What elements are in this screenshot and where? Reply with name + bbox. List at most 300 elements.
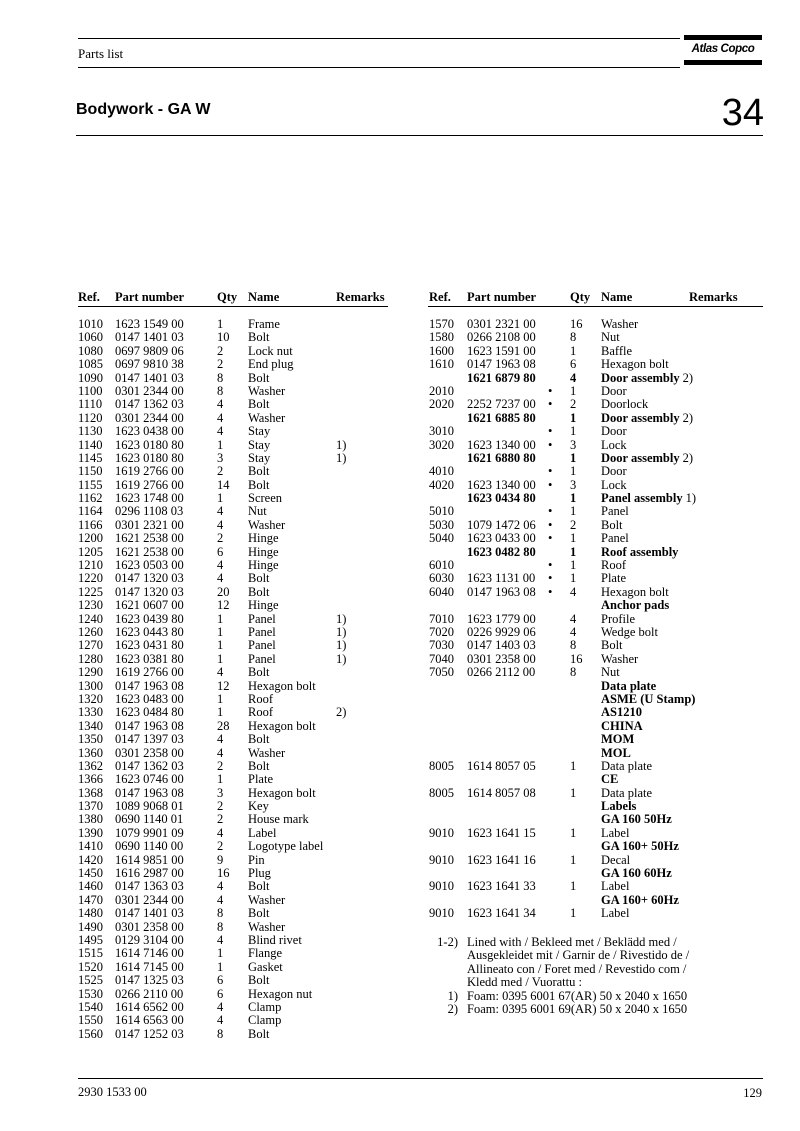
part-number-cell: 1621 2538 00 (115, 544, 184, 559)
table-row (0, 854, 800, 867)
right-header-rule (428, 306, 763, 307)
part-number-cell: 1089 9068 01 (115, 799, 184, 814)
subassembly-marker: • (548, 383, 553, 398)
qty-cell: 1 (570, 879, 577, 894)
ref-cell: 1220 (78, 571, 103, 586)
footnote-line: Allineato con / Foret med / Revestido com / (467, 961, 687, 976)
ref-cell: 1362 (78, 758, 103, 773)
table-row (0, 385, 800, 398)
ref-cell: 6030 (429, 571, 454, 586)
part-number-cell: 1623 0482 80 (467, 544, 536, 559)
name-cell: Frame (248, 317, 280, 331)
qty-cell: 2 (217, 464, 224, 479)
table-row (0, 465, 800, 478)
subassembly-marker: • (548, 584, 553, 599)
ref-cell: 1560 (78, 1026, 103, 1041)
subassembly-marker: • (548, 477, 553, 492)
table-row (0, 639, 800, 652)
part-number-cell: 0147 1397 03 (115, 732, 184, 747)
col-ref: Ref. (78, 290, 100, 304)
qty-cell: 4 (217, 745, 224, 760)
table-row (0, 747, 800, 760)
name-cell: Hinge (248, 598, 279, 613)
footnote-line: Ausgekleidet mit / Garnir de / Rivestido de / (467, 948, 690, 963)
footnote-line: Foam: 0395 6001 69(AR) 50 x 2040 x 1650 (467, 1002, 688, 1017)
part-number-cell: 0697 9809 06 (115, 343, 184, 358)
part-number-cell: 1623 1131 00 (467, 571, 536, 586)
ref-cell: 1166 (78, 517, 103, 532)
qty-cell: 2 (217, 531, 224, 546)
ref-cell: 5040 (429, 531, 454, 546)
name-cell: Bolt (601, 517, 623, 532)
ref-cell: 1470 (78, 892, 103, 907)
name-cell: Lock (601, 477, 627, 492)
part-number-cell: 1623 1591 00 (467, 343, 536, 358)
qty-cell: 1 (217, 772, 224, 787)
name-cell: GA 160 50Hz (601, 812, 672, 827)
qty-cell: 8 (217, 370, 224, 385)
qty-cell: 4 (217, 558, 224, 573)
ref-cell: 7040 (429, 651, 454, 666)
ref-cell: 1130 (78, 424, 103, 439)
qty-cell: 2 (217, 343, 224, 358)
part-number-cell: 0147 1403 03 (467, 638, 536, 653)
name-cell: Panel (601, 531, 629, 546)
qty-cell: 12 (217, 678, 230, 693)
table-row (0, 492, 800, 505)
part-number-cell: 1614 6563 00 (115, 1013, 184, 1028)
qty-cell: 1 (217, 959, 224, 974)
name-cell: Blind rivet (248, 932, 302, 947)
qty-cell: 4 (217, 665, 224, 680)
col-remarks: Remarks (689, 290, 738, 304)
table-row (0, 760, 800, 773)
table-row (0, 532, 800, 545)
subassembly-marker: • (548, 517, 553, 532)
ref-cell: 1205 (78, 544, 103, 559)
remarks-cell: 1) (336, 611, 347, 626)
name-cell: Pin (248, 852, 265, 867)
name-cell: Hinge (248, 544, 279, 559)
ref-cell: 7010 (429, 611, 454, 626)
name-cell: Key (248, 799, 269, 814)
name-cell: Washer (248, 383, 286, 398)
qty-cell: 28 (217, 718, 230, 733)
table-row (0, 572, 800, 585)
ref-cell: 1162 (78, 491, 103, 506)
part-number-cell: 1623 1340 00 (467, 477, 536, 492)
name-cell: Lock (601, 437, 627, 452)
qty-cell: 1 (217, 691, 224, 706)
parts-list-label: Parts list (78, 46, 124, 61)
ref-cell: 1280 (78, 651, 103, 666)
part-number-cell: 1619 2766 00 (115, 464, 184, 479)
ref-cell: 1490 (78, 919, 103, 934)
name-cell: Label (601, 906, 630, 921)
qty-cell: 16 (217, 866, 230, 881)
qty-cell: 1 (570, 558, 577, 573)
qty-cell: 16 (570, 651, 583, 666)
page-title: Bodywork - GA W (76, 101, 211, 118)
ref-cell: 1390 (78, 825, 103, 840)
part-number-cell: 0147 1325 03 (115, 973, 184, 988)
ref-cell: 1110 (78, 397, 103, 412)
ref-cell: 6040 (429, 584, 454, 599)
name-cell: Bolt (248, 906, 270, 921)
ref-cell: 5010 (429, 504, 454, 519)
table-row (0, 894, 800, 907)
part-number-cell: 1623 0503 00 (115, 558, 184, 573)
footnote (428, 1003, 727, 1016)
part-number-cell: 0301 2321 00 (467, 317, 536, 331)
table-row (0, 693, 800, 706)
part-number-cell: 1623 0381 80 (115, 651, 184, 666)
qty-cell: 1 (570, 504, 577, 519)
qty-cell: 4 (217, 410, 224, 425)
table-row (0, 398, 800, 411)
qty-cell: 9 (217, 852, 224, 867)
ref-cell: 9010 (429, 825, 454, 840)
footnote (428, 990, 727, 1003)
name-cell: Panel (601, 504, 629, 519)
table-row (0, 880, 800, 893)
part-number-cell: 0147 1320 03 (115, 584, 184, 599)
qty-cell: 2 (217, 758, 224, 773)
ref-cell: 1200 (78, 531, 103, 546)
part-number-cell: 0296 1108 03 (115, 504, 184, 519)
name-cell: Washer (248, 919, 286, 934)
part-number-cell: 1621 2538 00 (115, 531, 184, 546)
ref-cell: 4020 (429, 477, 454, 492)
name-cell: Bolt (248, 973, 270, 988)
table-row (0, 787, 800, 800)
name-cell: GA 160 60Hz (601, 866, 672, 881)
ref-cell: 1520 (78, 959, 103, 974)
name-cell: Baffle (601, 343, 633, 358)
part-number-cell: 1623 1641 16 (467, 852, 536, 867)
name-cell: Flange (248, 946, 283, 961)
remarks-cell: 1) (685, 491, 697, 506)
ref-cell: 1145 (78, 450, 103, 465)
table-row (0, 345, 800, 358)
qty-cell: 4 (217, 999, 224, 1014)
name-cell: CHINA (601, 718, 643, 733)
qty-cell: 1 (570, 424, 577, 439)
qty-cell: 8 (217, 919, 224, 934)
ref-cell: 1320 (78, 691, 103, 706)
qty-cell: 10 (217, 330, 230, 345)
part-number-cell: 0147 1363 03 (115, 879, 184, 894)
ref-cell: 1550 (78, 1013, 103, 1028)
table-row (0, 666, 800, 679)
ref-cell: 3010 (429, 424, 454, 439)
ref-cell: 1150 (78, 464, 103, 479)
name-cell: Data plate (601, 758, 653, 773)
table-row (0, 599, 800, 612)
name-cell: Panel (248, 651, 276, 666)
subassembly-marker: • (548, 531, 553, 546)
table-row (0, 921, 400, 934)
qty-cell: 4 (217, 571, 224, 586)
ref-cell: 1225 (78, 584, 103, 599)
table-row (0, 974, 400, 987)
ref-cell: 7050 (429, 665, 454, 680)
ref-cell: 1350 (78, 732, 103, 747)
ref-cell: 1164 (78, 504, 103, 519)
table-row (0, 519, 800, 532)
name-cell: Clamp (248, 999, 282, 1014)
part-number-cell: 0301 2344 00 (115, 410, 184, 425)
name-cell: Panel assembly 1) (601, 491, 697, 506)
part-number-cell: 0301 2344 00 (115, 892, 184, 907)
col-ref: Ref. (429, 290, 451, 304)
ref-cell: 1460 (78, 879, 103, 894)
ref-cell: 1010 (78, 317, 103, 331)
part-number-cell: 1623 0483 00 (115, 691, 184, 706)
part-number-cell: 0301 2358 00 (115, 745, 184, 760)
remarks-cell: 1) (336, 450, 347, 465)
ref-cell: 7030 (429, 638, 454, 653)
ref-cell: 2020 (429, 397, 454, 412)
table-row (0, 947, 400, 960)
qty-cell: 4 (217, 892, 224, 907)
qty-cell: 4 (570, 584, 577, 599)
part-number-cell: 1623 1779 00 (467, 611, 536, 626)
ref-cell: 1610 (429, 357, 454, 372)
ref-cell: 1525 (78, 973, 103, 988)
remarks-cell: 2) (682, 370, 694, 385)
name-cell: Door assembly 2) (601, 370, 694, 385)
name-cell: Bolt (248, 397, 270, 412)
part-number-cell: 0301 2321 00 (115, 517, 184, 532)
part-number-cell: 0147 1963 08 (115, 678, 184, 693)
part-number-cell: 0697 9810 38 (115, 357, 184, 372)
ref-cell: 1580 (429, 330, 454, 345)
name-cell: House mark (248, 812, 309, 827)
name-cell: Nut (248, 504, 267, 519)
table-row (0, 439, 800, 452)
part-number-cell: 1619 2766 00 (115, 477, 184, 492)
part-number-cell: 1623 0484 80 (115, 705, 184, 720)
name-cell: GA 160+ 50Hz (601, 839, 679, 854)
qty-cell: 1 (217, 491, 224, 506)
name-cell: Washer (601, 651, 639, 666)
name-cell: Bolt (248, 1026, 270, 1041)
name-cell: Bolt (248, 732, 270, 747)
name-cell: CE (601, 772, 619, 787)
part-number-cell: 1623 0431 80 (115, 638, 184, 653)
name-cell: Bolt (248, 370, 270, 385)
header-rule-bottom (78, 67, 680, 68)
name-cell: Bolt (248, 464, 270, 479)
qty-cell: 1 (570, 450, 577, 465)
name-cell: Anchor pads (601, 598, 670, 613)
ref-cell: 4010 (429, 464, 454, 479)
qty-cell: 3 (570, 437, 577, 452)
part-number-cell: 1623 0443 80 (115, 624, 184, 639)
remarks-cell: 2) (336, 705, 347, 720)
name-cell: Profile (601, 611, 636, 626)
qty-cell: 1 (217, 437, 224, 452)
name-cell: Hinge (248, 558, 279, 573)
ref-cell: 1230 (78, 598, 103, 613)
part-number-cell: 0690 1140 00 (115, 839, 184, 854)
qty-cell: 1 (217, 705, 224, 720)
part-number-cell: 1616 2987 00 (115, 866, 184, 881)
part-number-cell: 0226 9929 06 (467, 624, 536, 639)
part-number-cell: 2252 7237 00 (467, 397, 536, 412)
qty-cell: 4 (217, 397, 224, 412)
table-row (0, 813, 800, 826)
part-number-cell: 1621 6885 80 (467, 410, 536, 425)
part-number-cell: 1623 0439 80 (115, 611, 184, 626)
table-row (0, 800, 800, 813)
remarks-cell: 1) (336, 624, 347, 639)
name-cell: Roof assembly (601, 544, 679, 559)
table-row (0, 559, 800, 572)
qty-cell: 1 (570, 383, 577, 398)
qty-cell: 14 (217, 477, 230, 492)
part-number-cell: 1614 7146 00 (115, 946, 184, 961)
qty-cell: 8 (570, 665, 577, 680)
table-row (0, 706, 800, 719)
qty-cell: 1 (217, 638, 224, 653)
table-row (0, 546, 800, 559)
ref-cell: 1368 (78, 785, 103, 800)
name-cell: Bolt (248, 330, 270, 345)
ref-cell: 1420 (78, 852, 103, 867)
name-cell: Bolt (248, 665, 270, 680)
table-row (0, 505, 800, 518)
col-qty: Qty (217, 290, 238, 304)
qty-cell: 4 (217, 825, 224, 840)
qty-cell: 1 (217, 946, 224, 961)
part-number-cell: 0147 1963 08 (115, 785, 184, 800)
qty-cell: 1 (570, 571, 577, 586)
table-row (0, 988, 400, 1001)
qty-cell: 6 (217, 973, 224, 988)
ref-cell: 1290 (78, 665, 103, 680)
qty-cell: 1 (570, 531, 577, 546)
page-number: 129 (743, 1086, 762, 1100)
ref-cell: 1120 (78, 410, 103, 425)
ref-cell: 1366 (78, 772, 103, 787)
table-row (0, 1001, 400, 1014)
ref-cell: 1380 (78, 812, 103, 827)
qty-cell: 6 (217, 544, 224, 559)
name-cell: Roof (601, 558, 626, 573)
name-cell: Bolt (248, 584, 270, 599)
qty-cell: 4 (570, 624, 577, 639)
footnote-line: Kledd med / Vuorattu : (467, 975, 582, 990)
table-row (0, 318, 800, 331)
qty-cell: 1 (570, 464, 577, 479)
qty-cell: 2 (570, 397, 577, 412)
table-row (0, 452, 800, 465)
table-row (0, 331, 800, 344)
qty-cell: 1 (570, 852, 577, 867)
col-qty: Qty (570, 290, 591, 304)
name-cell: Washer (248, 517, 286, 532)
part-number-cell: 0147 1362 03 (115, 758, 184, 773)
part-number-cell: 0301 2358 00 (467, 651, 536, 666)
name-cell: Washer (248, 745, 286, 760)
name-cell: Plate (248, 772, 273, 787)
table-row (0, 626, 800, 639)
subassembly-marker: • (548, 504, 553, 519)
ref-cell: 1090 (78, 370, 103, 385)
qty-cell: 1 (217, 624, 224, 639)
part-number-cell: 1623 0180 80 (115, 450, 184, 465)
ref-cell: 1060 (78, 330, 103, 345)
right-parts-table (0, 318, 800, 921)
name-cell: Hexagon bolt (248, 678, 316, 693)
qty-cell: 1 (570, 544, 577, 559)
qty-cell: 2 (217, 812, 224, 827)
ref-cell: 1260 (78, 624, 103, 639)
subassembly-marker: • (548, 464, 553, 479)
name-cell: Door (601, 383, 627, 398)
col-part-number: Part number (467, 290, 537, 304)
ref-cell: 6010 (429, 558, 454, 573)
remarks-cell: 1) (336, 638, 347, 653)
qty-cell: 4 (217, 932, 224, 947)
part-number-cell: 0266 2112 00 (467, 665, 536, 680)
name-cell: Washer (601, 317, 639, 331)
part-number-cell: 1614 7145 00 (115, 959, 184, 974)
part-number-cell: 0147 1362 03 (115, 397, 184, 412)
title-rule (76, 135, 763, 136)
ref-cell: 1240 (78, 611, 103, 626)
qty-cell: 6 (217, 986, 224, 1001)
qty-cell: 2 (217, 839, 224, 854)
table-row (0, 1028, 400, 1041)
table-row (0, 479, 800, 492)
table-row (0, 827, 800, 840)
part-number-cell: 0147 1252 03 (115, 1026, 184, 1041)
name-cell: Roof (248, 705, 273, 720)
part-number-cell: 1623 1549 00 (115, 317, 184, 331)
qty-cell: 2 (217, 799, 224, 814)
name-cell: Label (601, 825, 630, 840)
name-cell: Wedge bolt (601, 624, 658, 639)
qty-cell: 8 (570, 638, 577, 653)
part-number-cell: 0301 2344 00 (115, 383, 184, 398)
name-cell: Washer (248, 410, 286, 425)
name-cell: Label (248, 825, 277, 840)
name-cell: Door (601, 424, 627, 439)
qty-cell: 16 (570, 317, 583, 331)
part-number-cell: 0301 2358 00 (115, 919, 184, 934)
right-table-header (0, 290, 800, 306)
name-cell: Stay (248, 424, 271, 439)
part-number-cell: 0147 1401 03 (115, 330, 184, 345)
ref-cell: 1495 (78, 932, 103, 947)
qty-cell: 20 (217, 584, 230, 599)
part-number-cell: 0147 1320 03 (115, 571, 184, 586)
table-row (0, 358, 800, 371)
part-number-cell: 0266 2108 00 (467, 330, 536, 345)
part-number-cell: 1619 2766 00 (115, 665, 184, 680)
qty-cell: 1 (570, 906, 577, 921)
qty-cell: 1 (570, 785, 577, 800)
table-row (0, 653, 800, 666)
footnote-number: 2) (447, 1002, 458, 1017)
table-row (0, 680, 800, 693)
name-cell: Door assembly 2) (601, 410, 694, 425)
part-number-cell: 0129 3104 00 (115, 932, 184, 947)
qty-cell: 6 (570, 357, 577, 372)
